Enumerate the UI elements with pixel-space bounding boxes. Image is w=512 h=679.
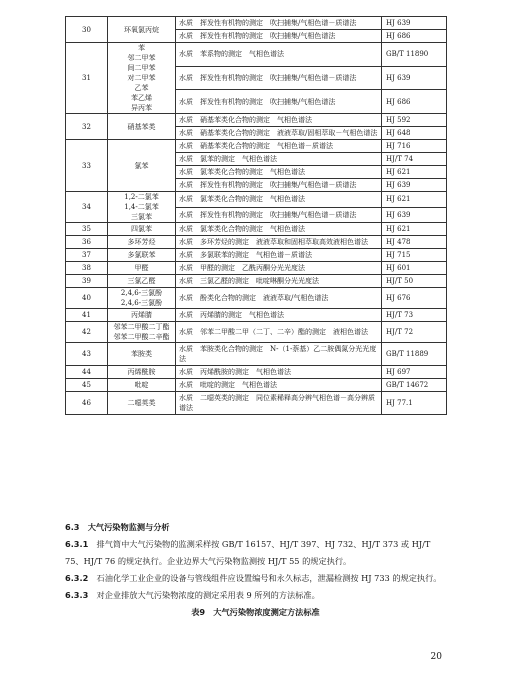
standard-number: GB/T 11889 <box>382 343 447 366</box>
table-row <box>66 236 447 249</box>
pollutant-name-line: 甲醛 <box>134 264 149 272</box>
pollutant-name-line: 对二甲苯 <box>127 74 156 82</box>
pollutant-name <box>108 114 176 140</box>
method-name: 水质 挥发性有机物的测定 吹扫捕集/气相色谱－质谱法 <box>176 179 382 192</box>
method-name: 水质 酚类化合物的测定 液液萃取/气相色谱法 <box>176 288 382 309</box>
pollutant-name <box>108 379 176 392</box>
standard-number: HJ 639 <box>382 179 447 192</box>
standard-number: HJ 716 <box>382 140 447 153</box>
method-name: 水质 氯苯类化合物的测定 气相色谱法 <box>176 166 382 179</box>
pollutant-name-line: 苯乙烯 <box>131 94 152 102</box>
standard-number: HJ 686 <box>382 30 447 43</box>
table-row <box>66 140 447 153</box>
row-number: 33 <box>66 140 108 192</box>
standard-number: HJ 621 <box>382 223 447 236</box>
pollutant-name-line: 邻二甲苯 <box>127 54 156 62</box>
method-name: 水质 多氯联苯的测定 气相色谱－质谱法 <box>176 249 382 262</box>
row-number: 42 <box>66 322 108 343</box>
row-number: 44 <box>66 366 108 379</box>
pollutant-name-line: 丙烯酰胺 <box>127 368 156 376</box>
standard-number: HJ 621 <box>382 192 447 208</box>
pollutant-name-line: 环氧氯丙烷 <box>124 25 159 34</box>
pollutant-name-line: 二噁英类 <box>127 399 156 407</box>
monitoring-methods-table <box>65 16 447 415</box>
table-caption: 表9 大气污染物浓度测定方法标准 <box>191 607 320 617</box>
method-name: 水质 硝基苯类化合物的测定 气相色谱法 <box>176 114 382 127</box>
pollutant-name-line: 多氯联苯 <box>127 251 156 259</box>
standard-number: HJ/T 74 <box>382 153 447 166</box>
standard-number: GB/T 11890 <box>382 43 447 67</box>
pollutant-name <box>108 236 176 249</box>
method-name: 水质 多环芳烃的测定 液液萃取和固相萃取高效液相色谱法 <box>176 236 382 249</box>
pollutant-name <box>108 262 176 275</box>
standard-number: HJ/T 73 <box>382 309 447 322</box>
standard-number: HJ/T 50 <box>382 275 447 288</box>
table-row <box>66 309 447 322</box>
table-row <box>66 275 447 288</box>
pollutant-name-line: 1,2-二氯苯 <box>124 193 159 201</box>
method-name: 水质 二噁英类的测定 同位素稀释高分辨气相色谱－高分辨质谱法 <box>176 392 382 415</box>
pollutant-name-line: 2,4,6-三氯酚 <box>120 299 163 307</box>
method-name: 水质 吡啶的测定 气相色谱法 <box>176 379 382 392</box>
pollutant-name-line: 多环芳烃 <box>127 238 156 246</box>
table-row <box>66 223 447 236</box>
pollutant-name-line: 邻苯二甲酸二丁酯 <box>113 323 170 331</box>
table-row <box>66 392 447 415</box>
method-name: 水质 三氯乙醛的测定 吡啶啉酮分光光度法 <box>176 275 382 288</box>
table-row <box>66 249 447 262</box>
paragraph-6-3-2: 6.3.2 石油化学工业企业的设备与管线组件应设置编号和永久标志，泄漏检测按 HJ 733 的规定执行。 <box>65 573 442 583</box>
row-number: 45 <box>66 379 108 392</box>
row-number: 34 <box>66 192 108 223</box>
standard-number: HJ 478 <box>382 236 447 249</box>
method-name: 水质 氯苯类化合物的测定 气相色谱法 <box>176 192 382 208</box>
standard-number: HJ 676 <box>382 288 447 309</box>
table-row <box>66 17 447 30</box>
row-number: 35 <box>66 223 108 236</box>
table-row <box>66 366 447 379</box>
row-number: 30 <box>66 17 108 43</box>
table-row <box>66 262 447 275</box>
standard-number: HJ 697 <box>382 366 447 379</box>
standard-number: HJ 715 <box>382 249 447 262</box>
pollutant-name-line: 三氯苯 <box>131 213 152 221</box>
pollutant-name-line: 邻苯二甲酸二辛酯 <box>113 333 170 341</box>
table-row <box>66 43 447 67</box>
pollutant-name <box>108 322 176 343</box>
pollutant-name <box>108 288 176 309</box>
table-row <box>66 192 447 208</box>
table-row <box>66 343 447 366</box>
row-number: 40 <box>66 288 108 309</box>
pollutant-name <box>108 366 176 379</box>
section-heading: 6.3 大气污染物监测与分析 <box>65 522 170 532</box>
row-number: 38 <box>66 262 108 275</box>
method-name: 水质 甲醛的测定 乙酰丙酮分光光度法 <box>176 262 382 275</box>
pollutant-name <box>108 140 176 192</box>
row-number: 37 <box>66 249 108 262</box>
method-name: 水质 苯系物的测定 气相色谱法 <box>176 43 382 67</box>
pollutant-name <box>108 249 176 262</box>
pollutant-name <box>108 275 176 288</box>
standard-number: HJ 601 <box>382 262 447 275</box>
table-row <box>66 322 447 343</box>
pollutant-name-line: 异丙苯 <box>131 104 152 112</box>
pollutant-name-line: 2,4,6-三氯酚 <box>120 289 163 297</box>
table-row <box>66 379 447 392</box>
pollutant-name <box>108 43 176 114</box>
row-number: 46 <box>66 392 108 415</box>
standard-number: HJ 639 <box>382 207 447 223</box>
standard-number: HJ 686 <box>382 90 447 114</box>
pollutant-name-line: 四氯苯 <box>131 225 152 233</box>
row-number: 32 <box>66 114 108 140</box>
row-number: 43 <box>66 343 108 366</box>
method-name: 水质 挥发性有机物的测定 吹扫捕集/气相色谱－质谱法 <box>176 17 382 30</box>
paragraph-6-3-1: 6.3.1 排气筒中大气污染物的监测采样按 GB/T 16157、HJ/T 397、HJ 732、HJ/T 373 或 HJ/T 75、HJ/T 76 的规定执行。企业边界大气污染物监测按 HJ/T 55 的规定执行。 <box>65 539 431 566</box>
pollutant-name <box>108 343 176 366</box>
row-number: 39 <box>66 275 108 288</box>
pollutant-name-line: 间二甲苯 <box>127 64 156 72</box>
standard-number: HJ 639 <box>382 17 447 30</box>
pollutant-name-line: 吡啶 <box>134 381 149 389</box>
air-pollutant-section <box>65 519 446 621</box>
pollutant-name-line: 三氯乙醛 <box>127 277 156 285</box>
row-number: 36 <box>66 236 108 249</box>
page-number: 20 <box>430 652 442 662</box>
standard-number: HJ 639 <box>382 66 447 90</box>
method-name: 水质 挥发性有机物的测定 吹扫捕集/气相色谱－质谱法 <box>176 207 382 223</box>
row-number: 41 <box>66 309 108 322</box>
standard-number: HJ 621 <box>382 166 447 179</box>
standard-number: HJ 592 <box>382 114 447 127</box>
pollutant-name <box>108 309 176 322</box>
pollutant-name-line: 苯 <box>138 44 145 52</box>
pollutant-name-line: 1,4-二氯苯 <box>124 203 159 211</box>
method-name: 水质 氯苯的测定 气相色谱法 <box>176 153 382 166</box>
pollutant-name <box>108 192 176 223</box>
pollutant-name-line: 乙苯 <box>134 84 149 92</box>
table-row <box>66 114 447 127</box>
method-name: 水质 邻苯二甲酸二甲（二丁、二辛）酯的测定 液相色谱法 <box>176 322 382 343</box>
method-name: 水质 挥发性有机物的测定 吹扫捕集/气相色谱法 <box>176 30 382 43</box>
method-name: 水质 硝基苯类化合物的测定 气相色谱－质谱法 <box>176 140 382 153</box>
standard-number: GB/T 14672 <box>382 379 447 392</box>
row-number: 31 <box>66 43 108 114</box>
standard-number: HJ/T 72 <box>382 322 447 343</box>
pollutant-name-line: 苯胺类 <box>131 350 152 358</box>
method-name: 水质 苯胺类化合物的测定 N-（1-萘基）乙二胺偶氮分光光度法 <box>176 343 382 366</box>
standard-number: HJ 77.1 <box>382 392 447 415</box>
table-row <box>66 288 447 309</box>
method-name: 水质 丙烯酰胺的测定 气相色谱法 <box>176 366 382 379</box>
pollutant-name <box>108 17 176 43</box>
method-name: 水质 挥发性有机物的测定 吹扫捕集/气相色谱－质谱法 <box>176 66 382 90</box>
pollutant-name <box>108 392 176 415</box>
pollutant-name-line: 硝基苯类 <box>127 122 156 131</box>
method-name: 水质 氯苯类化合物的测定 气相色谱法 <box>176 223 382 236</box>
paragraph-6-3-3: 6.3.3 对企业排放大气污染物浓度的测定采用表 9 所列的方法标准。 <box>65 590 320 600</box>
pollutant-name <box>108 223 176 236</box>
method-name: 水质 丙烯腈的测定 气相色谱法 <box>176 309 382 322</box>
standard-number: HJ 648 <box>382 127 447 140</box>
pollutant-name-line: 丙烯腈 <box>131 311 152 319</box>
method-name: 水质 硝基苯类化合物的测定 液液萃取/固相萃取－气相色谱法 <box>176 127 382 140</box>
pollutant-name-line: 氯苯 <box>134 161 149 170</box>
method-name: 水质 挥发性有机物的测定 吹扫捕集/气相色谱法 <box>176 90 382 114</box>
